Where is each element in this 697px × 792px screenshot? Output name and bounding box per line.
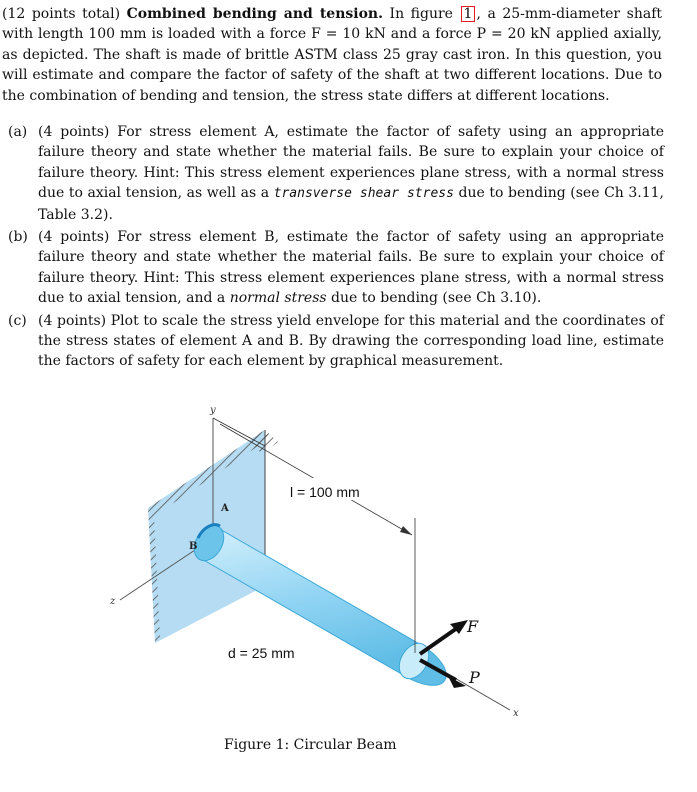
force-p-arrowhead (448, 676, 466, 688)
part-emphasis: normal stress (229, 290, 327, 307)
circular-beam-figure (100, 398, 540, 733)
part-text-end: due to bending (see Ch 3.11, Table 3.2). (38, 185, 665, 223)
part-text: (4 points) For stress element B, estimate the factor of safety using an appropriate failure theory and state whether the material fails. Be sure to explain your choice of failure theory. Hint: This stress element experiences plane stress, with a normal stress due to axial tension, and a (38, 229, 664, 307)
part-label: (c) (8, 312, 27, 329)
problem-title: Combined bending and tension. (126, 6, 383, 22)
part-text: (4 points) Plot to scale the stress yield envelope for this material and the coordinates of the stress states of element A and B. By drawing the corresponding load line, estimate the factors of safety for each element by graphical measurement. (38, 312, 664, 370)
part-label: (a) (8, 124, 28, 140)
axis-z-label: z (110, 596, 116, 607)
part-text: (4 points) For stress element A, estimate the factor of safety using an appropriate failure theory and state whether the material fails. Be sure to explain your choice of failure theory. Hint: This stress element experiences plane stress, with a normal stress due to axial tension, as well as a (38, 124, 664, 202)
problem-intro (2, 4, 662, 106)
length-label: l = 100 mm (290, 484, 360, 500)
question-part-a (8, 122, 664, 225)
diameter-label: d = 25 mm (228, 645, 295, 661)
axis-x-label: x (513, 708, 519, 719)
force-f-arrow (420, 626, 460, 654)
point-a-label: A (221, 503, 229, 514)
part-label: (b) (8, 229, 28, 246)
part-emphasis: transverse shear stress (273, 186, 454, 202)
question-parts (8, 122, 664, 374)
figure-reference-link[interactable]: 1 (461, 6, 476, 22)
length-arrowhead (400, 526, 412, 535)
points-total: (12 points total) (2, 6, 121, 22)
question-part-c (8, 311, 664, 372)
part-text-end: due to bending (see Ch 3.10). (331, 290, 542, 307)
question-part-b (8, 227, 664, 309)
intro-body: , a 25-mm-diameter shaft with length 100 mm is loaded with a force F = 10 kN and a force P = 20 kN applied axially, as depicted. The shaft is made of brittle ASTM class 25 gray cast iron. In this question, you will estimate and compare the factor of safety of the shaft at two different locations. Due to the combination of bending and tension, the stress state differs at different locations. (2, 6, 663, 104)
force-p-label: P (469, 668, 480, 687)
point-b-label: B (189, 541, 198, 552)
force-f-label: F (467, 617, 479, 636)
length-extension-left (213, 418, 265, 446)
figure-caption: Figure 1: Circular Beam (224, 737, 397, 753)
intro-pre-ref: In figure (389, 6, 453, 22)
axis-y-label: y (210, 405, 216, 416)
